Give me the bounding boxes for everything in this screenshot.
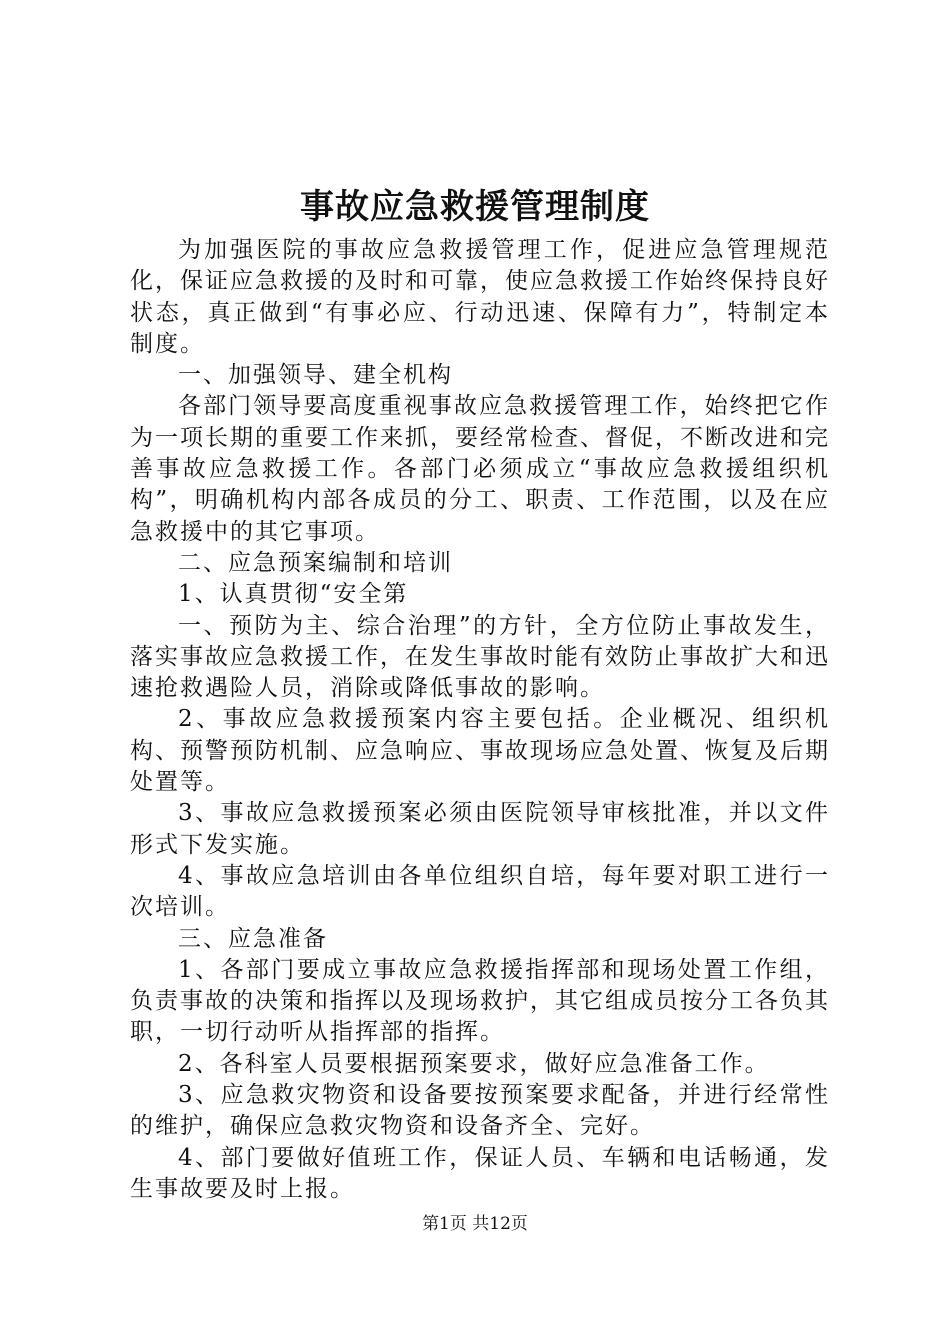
- paragraph-item-3-3: 3、应急救灾物资和设备要按预案要求配备，并进行经常性的维护，确保应急救灾物资和设备齐全、完好。: [130, 1082, 830, 1140]
- paragraph-item-2-1: 1、认真贯彻“安全第: [178, 581, 409, 608]
- paragraph-item-2-1-cont: 一、预防为主、综合治理”的方针，全方位防止事故发生，落实事故应急救援工作，在发生事故时能有效防止事故扩大和迅速抢救遇险人员，消除或降低事故的影响。: [130, 612, 830, 702]
- page-number: 第1页 共12页: [422, 1214, 528, 1234]
- paragraph-item-3-2: 2、各科室人员要根据预案要求，做好应急准备工作。: [178, 1050, 770, 1077]
- section-heading-3: 三、应急准备: [178, 925, 328, 952]
- paragraph-item-2-3: 3、事故应急救援预案必须由医院领导审核批准，并以文件形式下发实施。: [130, 800, 830, 858]
- paragraph-intro: 为加强医院的事故应急救援管理工作，促进应急管理规范化，保证应急救援的及时和可靠，使应急救援工作始终保持良好状态，真正做到“有事必应、行动迅速、保障有力”，特制定本制度。: [130, 237, 830, 357]
- section-heading-2: 二、应急预案编制和培训: [178, 549, 453, 576]
- document-title: 事故应急救援管理制度: [300, 187, 650, 227]
- document-body: [130, 235, 830, 1205]
- paragraph-item-3-4: 4、部门要做好值班工作，保证人员、车辆和电话畅通，发生事故要及时上报。: [130, 1144, 830, 1202]
- section-heading-1: 一、加强领导、建全机构: [178, 362, 453, 389]
- paragraph-item-3-1: 1、各部门要成立事故应急救援指挥部和现场处置工作组，负责事故的决策和指挥以及现场救护，其它组成员按分工各负其职，一切行动听从指挥部的指挥。: [130, 956, 830, 1046]
- paragraph-item-2-4: 4、事故应急培训由各单位组织自培，每年要对职工进行一次培训。: [130, 862, 830, 921]
- paragraph-section-1: 各部门领导要高度重视事故应急救援管理工作，始终把它作为一项长期的重要工作来抓，要经常检查、督促，不断改进和完善事故应急救援工作。各部门必须成立“事故应急救援组织机构”，明确机构内部各成员的分工、职责、工作范围，以及在应急救援中的其它事项。: [130, 393, 830, 545]
- paragraph-item-2-2: 2、事故应急救援预案内容主要包括。企业概况、组织机构、预警预防机制、应急响应、事故现场应急处置、恢复及后期处置等。: [130, 706, 830, 796]
